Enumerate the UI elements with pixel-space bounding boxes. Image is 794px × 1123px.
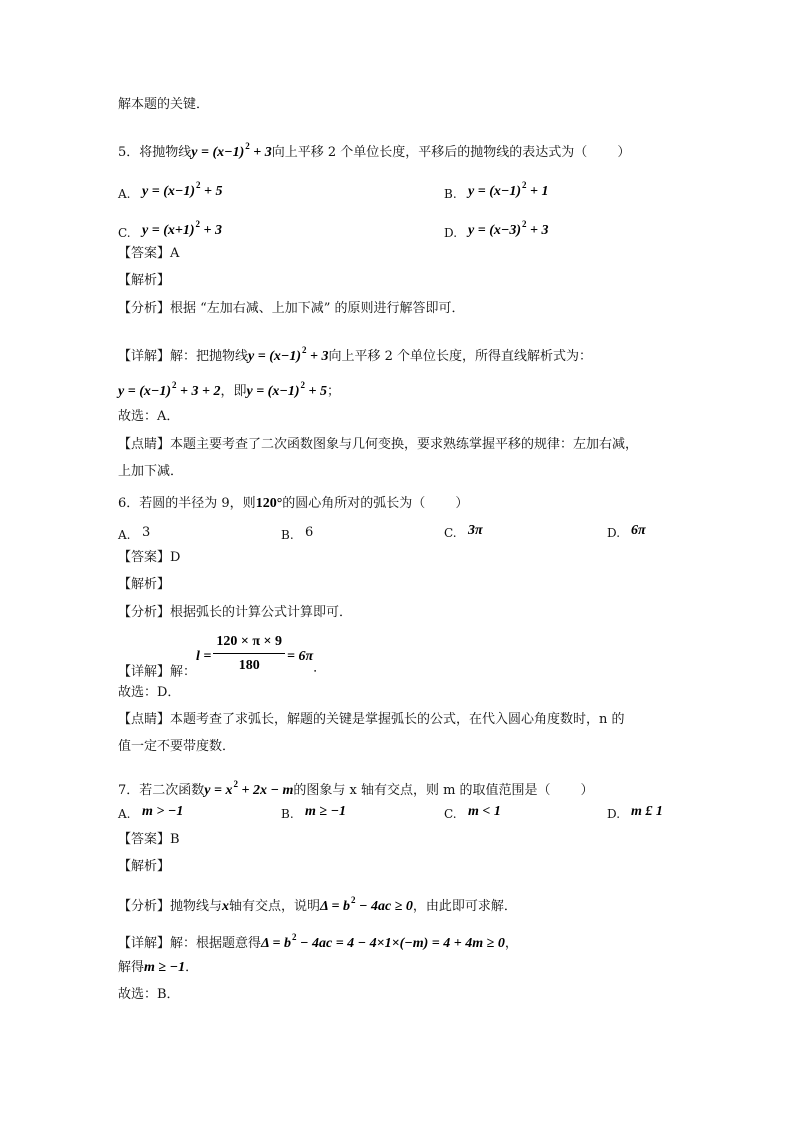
q6-option-a: A. 3 — [118, 525, 151, 542]
q5-option-d: D. $y = (x-3)^2 + 3$ — [444, 219, 549, 240]
q7-fenxi: 【分析】抛物线与x轴有交点，说明$\Delta = b^2 - 4ac \ge 0$，由此即可求解． — [118, 895, 517, 914]
q5-detail: 【详解】解：把抛物线$y = (x-1)^2 + 3$向上平移 2 个单位长度，所得直线解析式为： — [118, 345, 593, 364]
q7-detail: 【详解】解：根据题意得$\Delta = b^2 - 4ac = 4 - 4\times 1\times(-m) = 4 + 4m \ge 0$， — [118, 932, 518, 951]
q5-answer: 【答案】A — [118, 246, 180, 261]
q5-fenxi: 【分析】根据 “左加右减、上加下减” 的原则进行解答即可． — [118, 301, 465, 316]
q5-dianjing-1: 【点睛】本题主要考查了二次函数图象与几何变换，要求熟练掌握平移的规律：左加右减， — [118, 437, 639, 452]
q6-analysis-tag: 【解析】 — [118, 577, 171, 592]
q6-choice: 故选：D． — [118, 685, 181, 700]
q5-option-a: A. $y = (x-1)^2 + 5$ — [118, 180, 223, 201]
q7-option-b: B. m ≥ −1 — [281, 804, 347, 821]
q5-option-b: B. $y = (x-1)^2 + 1$ — [444, 180, 549, 201]
q6-dianjing-1: 【点睛】本题考查了求弧长，解题的关键是掌握弧长的公式，在代入圆心角度数时，n 的 — [118, 712, 625, 727]
intro-text: 解本题的关键． — [118, 97, 210, 112]
q7-option-a: A. m > −1 — [118, 804, 184, 821]
q7-option-c: C. m < 1 — [444, 804, 501, 821]
q5-dianjing-2: 上加下减． — [118, 464, 184, 479]
q7-solve: 解得m ≥ −1． — [118, 960, 199, 975]
q7-choice: 故选：B． — [118, 987, 180, 1002]
q6-option-b: B. 6 — [281, 525, 314, 542]
q5-calc: $y = (x-1)^2 + 3 + 2$，即$y = (x-1)^2 + 5$； — [118, 380, 340, 399]
q5-stem-formula: $y = (x-1)^2 + 3$ — [191, 141, 272, 160]
q7-answer: 【答案】B — [118, 832, 180, 847]
q5-option-c: C. $y = (x+1)^2 + 3$ — [118, 219, 222, 240]
q6-detail: 【详解】解：l = $\frac{120 \times \pi \times 9}{180}$ = 6π． — [118, 634, 327, 680]
q5-analysis-tag: 【解析】 — [118, 273, 171, 288]
q6-stem: 6．若圆的半径为 9，则120°的圆心角所对的弧长为（ ） — [118, 496, 469, 511]
q6-dianjing-2: 值一定不要带度数． — [118, 739, 236, 754]
q6-fenxi: 【分析】根据弧长的计算公式计算即可． — [118, 605, 353, 620]
q5-choice: 故选：A． — [118, 409, 180, 424]
q7-analysis-tag: 【解析】 — [118, 859, 171, 874]
q7-stem: 7．若二次函数$y = x^2 + 2x - m$的图象与 x 轴有交点，则 m 的取值范围是（ ） — [118, 779, 594, 798]
q6-option-c: C. 3π — [444, 523, 483, 540]
q6-option-d: D. 6π — [607, 523, 646, 540]
q5-stem: 5．将抛物线$y = (x-1)^2 + 3$向上平移 2 个单位长度，平移后的抛物线的表达式为（ ） — [118, 137, 630, 162]
q7-option-d: D. m £ 1 — [607, 804, 663, 821]
q6-answer: 【答案】D — [118, 550, 181, 565]
